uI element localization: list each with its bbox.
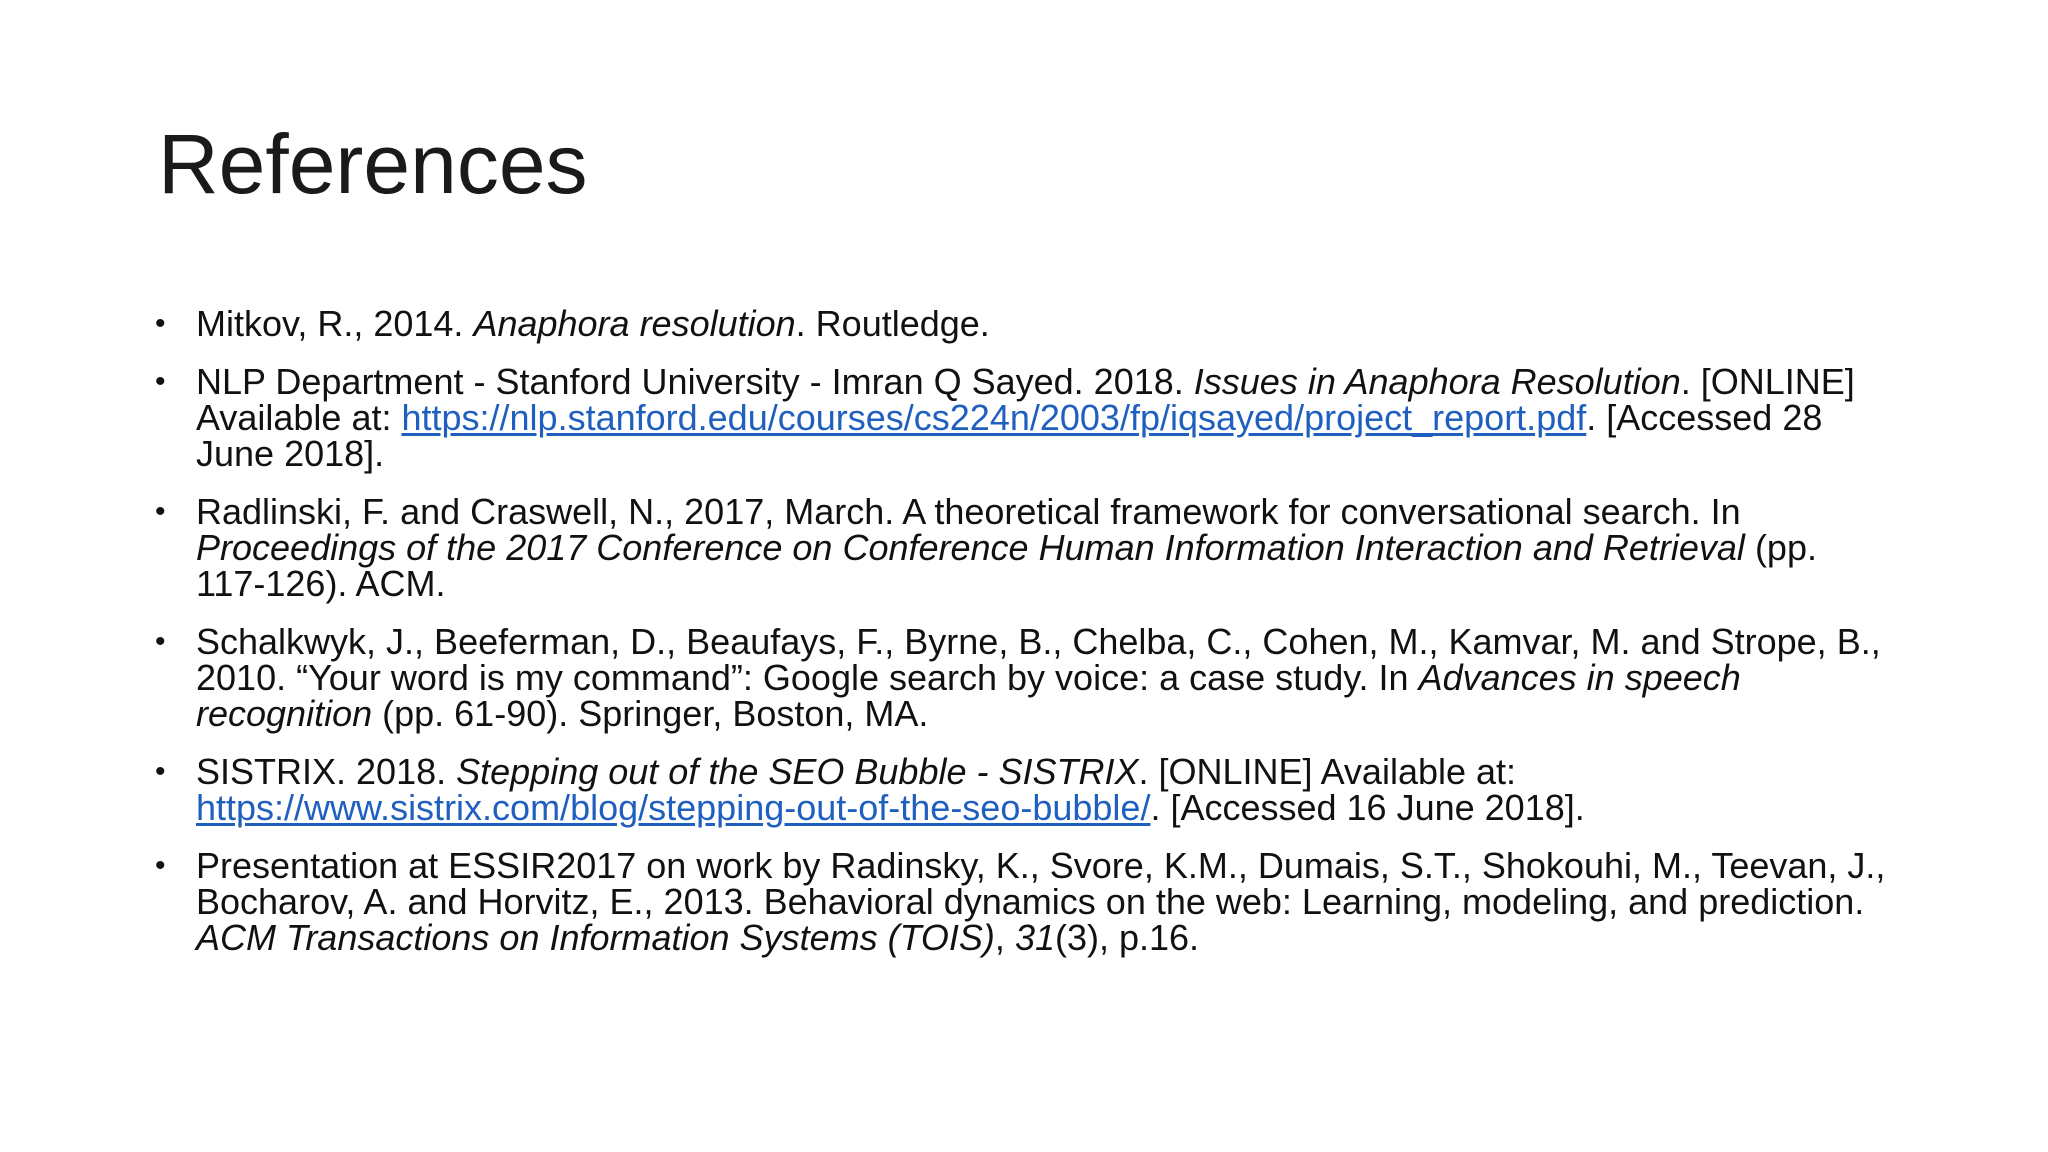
reference-text: SISTRIX. 2018. bbox=[196, 751, 457, 792]
reference-item-radlinski bbox=[155, 491, 1895, 604]
reference-text: (3), p.16. bbox=[1054, 917, 1200, 958]
reference-text: (pp. 117-126). ACM. bbox=[196, 527, 1817, 604]
reference-text: NLP Department - Stanford University - Imran Q Sayed. 2018. bbox=[196, 361, 1194, 402]
reference-text: Radlinski, F. and Craswell, N., 2017, March. A theoretical framework for conversational search. In bbox=[196, 491, 1741, 532]
bullet-icon: • bbox=[155, 755, 166, 788]
stanford-report-link[interactable]: https://nlp.stanford.edu/courses/cs224n/2003/fp/iqsayed/project_report.pdf bbox=[401, 397, 1587, 438]
bullet-icon: • bbox=[155, 849, 166, 882]
reference-title: Proceedings of the 2017 Conference on Conference Human Information Interaction and Retrieval bbox=[196, 527, 1745, 568]
reference-text: . [Accessed 16 June 2018]. bbox=[1150, 787, 1585, 828]
reference-text: . [ONLINE] Available at: bbox=[196, 361, 1855, 438]
reference-title: Anaphora resolution bbox=[473, 303, 796, 344]
reference-list bbox=[155, 303, 1895, 978]
reference-title: Issues in Anaphora Resolution bbox=[1193, 361, 1681, 402]
reference-text: Presentation at ESSIR2017 on work by Radinsky, K., Svore, K.M., Dumais, S.T., Shokouhi, M., Teevan, J., Bocharov, A. and Horvitz, E., 2013. Behavioral dynamics on the web: Learning, modeling, and prediction. bbox=[196, 845, 1886, 922]
reference-item-schalkwyk bbox=[155, 621, 1895, 734]
reference-title: Stepping out of the SEO Bubble - SISTRIX bbox=[456, 751, 1139, 792]
slide-title: References bbox=[158, 117, 588, 211]
reference-text: . Routledge. bbox=[795, 303, 990, 344]
bullet-icon: • bbox=[155, 625, 166, 658]
reference-item-mitkov bbox=[155, 303, 1895, 344]
reference-text: (pp. 61-90). Springer, Boston, MA. bbox=[372, 693, 929, 734]
reference-volume: 31 bbox=[1014, 917, 1055, 958]
sistrix-blog-link[interactable]: https://www.sistrix.com/blog/stepping-out-of-the-seo-bubble/ bbox=[196, 787, 1151, 828]
reference-title: ACM Transactions on Information Systems (TOIS) bbox=[196, 917, 995, 958]
reference-text: . [ONLINE] Available at: bbox=[1138, 751, 1517, 792]
bullet-icon: • bbox=[155, 495, 166, 528]
reference-text: Mitkov, R., 2014. bbox=[196, 303, 474, 344]
reference-text: . [Accessed 28 June 2018]. bbox=[196, 397, 1823, 474]
reference-item-radinsky bbox=[155, 845, 1895, 958]
reference-item-stanford bbox=[155, 361, 1895, 474]
bullet-icon: • bbox=[155, 307, 166, 340]
reference-title: Advances in speech recognition bbox=[196, 657, 1741, 734]
reference-item-sistrix bbox=[155, 751, 1895, 828]
bullet-icon: • bbox=[155, 365, 166, 398]
reference-text: Schalkwyk, J., Beeferman, D., Beaufays, F., Byrne, B., Chelba, C., Cohen, M., Kamvar, M. and Strope, B., 2010. “Your word is my command”: Google search by voice: a case study. In bbox=[196, 621, 1881, 698]
reference-text: , bbox=[994, 917, 1015, 958]
